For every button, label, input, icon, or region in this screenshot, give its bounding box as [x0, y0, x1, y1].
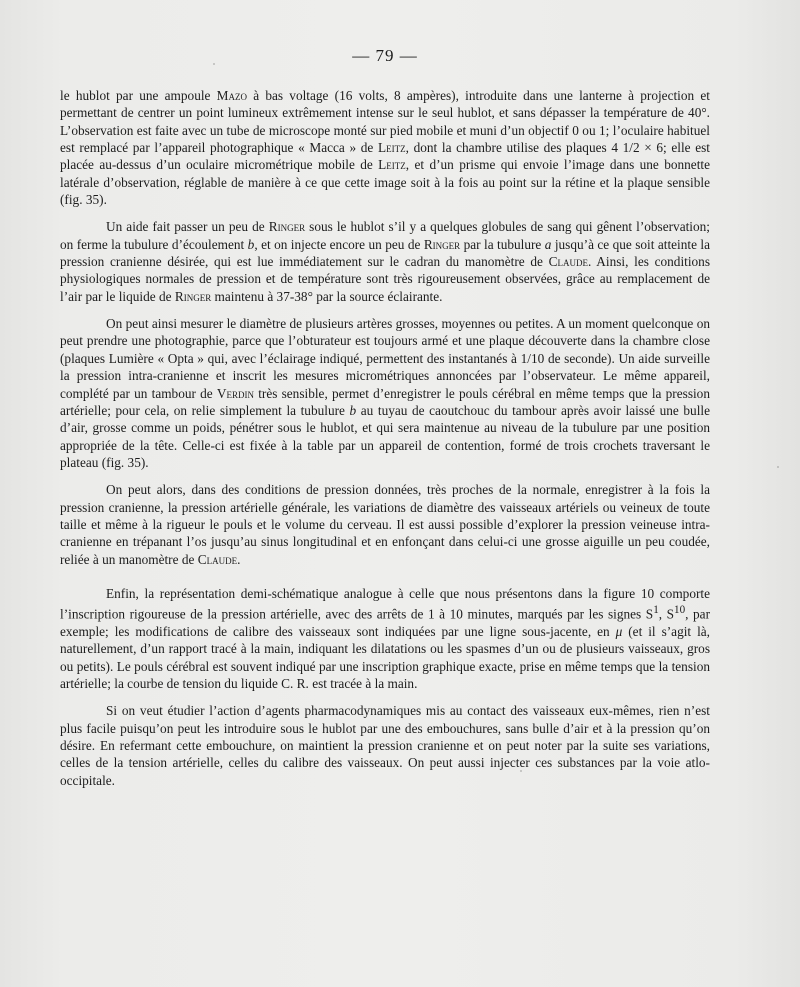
text-run: sous le hublot s’il y a quelques globules de sang qui gênent l’observation; on ferme la tubulure d’écoulement — [60, 219, 710, 252]
proper-name: Verdin — [216, 385, 254, 401]
proper-name: Mazo — [216, 88, 247, 103]
paragraph — [60, 481, 710, 568]
text-run: . Ainsi, les conditions physiologiques normales de pression et de température sont très rigoureusement observées, grâce au remplacement de l’air par le liquide de — [60, 254, 710, 304]
proper-name: Claude — [548, 254, 589, 270]
paragraph — [60, 315, 710, 471]
paragraph — [60, 585, 710, 692]
paragraph — [60, 218, 710, 305]
superscript: 10 — [674, 604, 686, 617]
italic-symbol: b — [349, 402, 357, 418]
text-run: . — [237, 551, 241, 567]
proper-name: Ringer — [268, 219, 306, 235]
text-run: , par exemple; les modifications de calibre des vaisseaux sont indiquées par une ligne sous-jacente, en — [60, 606, 710, 640]
text-run: à bas voltage (16 volts, 8 ampères), introduite dans une lanterne à projection et permettant de centrer un point lumineux extrêmement intense sur le seul hublot, et sans dépasser la température de 40°. L’observation est faite avec un tube de microscope monté sur pied mobile et muni d’un objectif 0 ou 1; l’oculaire habituel est remplacé par l’appareil photographique « Macca » de — [60, 88, 710, 156]
italic-symbol: μ — [615, 624, 623, 640]
text-run: , et d’un prisme qui envoie l’image dans une bonnette latérale d’observation, réglable de manière à ce que cette image soit à la fois au point sur la rétine et la plaque sensible (fig. 35). — [60, 157, 710, 208]
text-run: , et on injecte encore un peu de — [254, 236, 424, 252]
paragraph — [60, 87, 710, 208]
body-text — [60, 87, 710, 789]
italic-symbol: a — [544, 236, 552, 252]
proper-name: Ringer — [174, 288, 212, 304]
text-run: maintenu à 37-38° par la source éclairante. — [211, 288, 443, 304]
proper-name: Ringer — [423, 236, 461, 252]
text-run: (et il s’agit là, naturellement, d’un rapport tracé à la main, indiquant les dilatations ou les spasmes d’un ou de plusieurs vaisseaux, gros ou petits). Le pouls cérébral est souvent indiqué par une inscription graphique exacte, prise en même temps que la tension artérielle; la courbe de tension du liquide C. R. est tracée à la main. — [60, 624, 710, 692]
text-run: jusqu’à ce que soit atteinte la pression cranienne désirée, qui est lue immédiatement sur le cadran du manomètre de — [60, 236, 710, 270]
text-run: Un aide fait passer un peu de — [106, 219, 269, 235]
paragraph — [60, 702, 710, 789]
text-run: , S — [658, 606, 675, 622]
text-run: , dont la chambre utilise des plaques 4 1/2 × 6; elle est placée au-dessus d’un oculaire micrométrique mobile de — [60, 140, 711, 173]
italic-symbol: b — [247, 236, 255, 252]
paper-speck — [213, 63, 215, 65]
superscript: 1 — [653, 604, 659, 617]
text-run: très sensible, permet d’enregistrer le pouls cérébral en même temps que la pression artérielle; pour cela, on relie simplement la tubulure — [60, 385, 710, 418]
proper-name: Leitz — [378, 157, 406, 173]
proper-name: Claude — [197, 551, 238, 567]
paper-speck — [520, 770, 522, 772]
text-run: Si on veut étudier l’action d’agents pharmacodynamiques mis au contact des vaisseaux eux-mêmes, rien n’est plus facile puisqu’on peut les introduire sous le hublot par une des embouchures, sans bulle d’air et à la pression qu’on désire. En refermant cette embouchure, on maintient la pression cranienne et on peut noter par la suite ses variations, celles de la tension artérielle, celles du calibre des vaisseaux. On peut aussi injecter ces substances par la voie atlo-occipitale. — [60, 703, 710, 788]
proper-name: Leitz — [377, 140, 406, 156]
text-run: le hublot par une ampoule — [60, 88, 217, 103]
text-run: On peut alors, dans des conditions de pression données, très proches de la normale, enregistrer à la fois la pression cranienne, la pression artérielle générale, les variations de diamètre des vaisseaux artériels ou veineux de toute taille et même à la rigueur le pouls et le volume du cerveau. Il est aussi possible d’explorer la pression veineuse intra-cranienne en trépanant l’os jusqu’au sinus longitudinal et en enfonçant dans celui-ci une grosse aiguille un peu coudée, reliée à un manomètre de — [60, 482, 710, 567]
text-run: au tuyau de caoutchouc du tambour après avoir laissé une bulle d’air, grosse comme un poids, pénétrer sous le hublot, et qui sera maintenue au niveau de la tubulure par une position appropriée de la tête. Celle-ci est fixée à la table par un appareil de contention, formé de trois crochets traversant le plateau (fig. 35). — [60, 402, 710, 470]
text-run: Enfin, la représentation demi-schématique analogue à celle que nous présentons dans la figure 10 comporte l’inscription rigoureuse de la pression artérielle, avec des arrêts de 1 à 10 minutes, marqués par les signes S — [60, 585, 710, 622]
text-run: par la tubulure — [460, 236, 545, 252]
page-number: — 79 — — [352, 46, 418, 65]
text-run: On peut ainsi mesurer le diamètre de plusieurs artères grosses, moyennes ou petites. A un moment quelconque on peut prendre une photographie, parce que l’obturateur est toujours armé et une plaque découverte dans la chambre close (plaques Lumière « Opta » qui, avec l’éclairage indiqué, permettent des instantanés à 1/10 de seconde). Un aide surveille la pression intra-cranienne et inscrit les mesures micrométriques annoncées par l’observateur. Le même appareil, complété par un tambour de — [60, 316, 710, 401]
paper-speck — [777, 466, 779, 468]
